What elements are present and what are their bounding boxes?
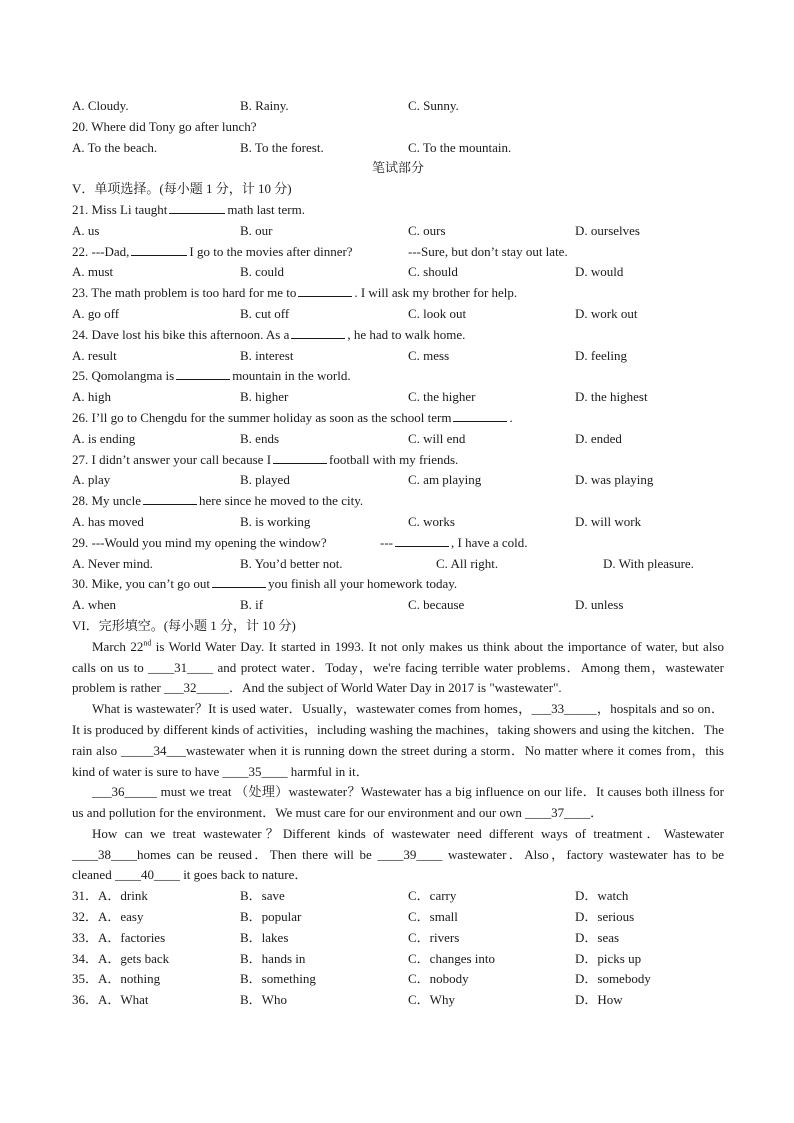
- question-text: 24. Dave lost his bike this afternoon. As a: [72, 326, 290, 342]
- question-25: [72, 366, 724, 387]
- question-text: 25. Qomolangma is: [72, 368, 175, 384]
- section-6-heading: VI．完形填空。(每小题 1 分，计 10 分): [72, 617, 296, 633]
- q36-options: [72, 990, 724, 1011]
- answer-blank[interactable]: [291, 325, 345, 339]
- answer-blank[interactable]: [143, 491, 197, 505]
- question-23: [72, 283, 724, 304]
- option-b[interactable]: B．Who: [240, 992, 287, 1008]
- option-b[interactable]: B. higher: [240, 389, 289, 405]
- q30-options: [72, 595, 724, 616]
- option-c[interactable]: C. will end: [408, 430, 466, 446]
- q20-options: [72, 138, 724, 159]
- option-d[interactable]: D. the highest: [575, 389, 648, 405]
- option-c[interactable]: C. should: [408, 264, 458, 280]
- option-c[interactable]: C. look out: [408, 305, 467, 321]
- ordinal-suffix: nd: [143, 638, 152, 648]
- question-30: [72, 574, 724, 595]
- option-c[interactable]: C. All right.: [436, 555, 499, 571]
- exam-page: [72, 96, 724, 1011]
- q35-options: [72, 969, 724, 990]
- question-text: 29. ---Would you mind my opening the window?: [72, 534, 327, 550]
- option-b[interactable]: B. played: [240, 472, 290, 488]
- question-text: .: [509, 409, 513, 425]
- question-text: 28. My uncle: [72, 493, 141, 509]
- question-text: 26. I’ll go to Chengdu for the summer holiday as soon as the school term: [72, 409, 452, 425]
- option-c[interactable]: C. works: [408, 513, 455, 529]
- option-a[interactable]: A. is ending: [72, 430, 136, 446]
- dash: ---: [380, 534, 393, 550]
- question-text: mountain in the world.: [232, 368, 351, 384]
- option-a[interactable]: 32．A．easy: [72, 909, 144, 925]
- q19-options: [72, 96, 724, 117]
- q34-options: [72, 949, 724, 970]
- question-text: . I will ask my brother for help.: [354, 285, 518, 301]
- q33-options: [72, 928, 724, 949]
- option-c[interactable]: C. To the mountain.: [408, 139, 512, 155]
- q23-options: [72, 304, 724, 325]
- option-d[interactable]: D. work out: [575, 305, 638, 321]
- option-c[interactable]: C．changes into: [408, 950, 496, 966]
- option-a[interactable]: A. us: [72, 222, 100, 238]
- option-d[interactable]: D. ourselves: [575, 222, 640, 238]
- option-a[interactable]: A. result: [72, 347, 117, 363]
- option-d[interactable]: D. would: [575, 264, 624, 280]
- passage-paragraph-3: ___36_____ must we treat （处理）wastewater？Wastewater has a big influence on our life．It causes both illness for us and pollution for the environment．We must care for our environment and our own ____37____．: [72, 784, 724, 821]
- option-d[interactable]: D．seas: [575, 929, 620, 945]
- option-b[interactable]: B．something: [240, 971, 316, 987]
- passage-text: is World Water Day. It started in 1993. It not only makes us think about the importance of water, but also calls on us to ____31____ and protect water．Today，we're facing terrible water problems．Among them，wastewater problem is rather ___32_____．And the subject of World Water Day in 2017 is "wastewater".: [72, 638, 724, 696]
- option-d[interactable]: D. With pleasure.: [603, 555, 694, 571]
- question-20: 20. Where did Tony go after lunch?: [72, 118, 257, 134]
- question-text: 21. Miss Li taught: [72, 201, 168, 217]
- option-d[interactable]: D．somebody: [575, 971, 651, 987]
- option-d[interactable]: D. will work: [575, 513, 642, 529]
- response-tail: , I have a cold.: [451, 534, 528, 550]
- answer-blank[interactable]: [395, 533, 449, 547]
- question-text: 27. I didn’t answer your call because I: [72, 451, 272, 467]
- response-text: ---Sure, but don’t stay out late.: [408, 243, 568, 259]
- option-a[interactable]: A. has moved: [72, 513, 144, 529]
- answer-blank[interactable]: [298, 283, 352, 297]
- question-text: , he had to walk home.: [347, 326, 466, 342]
- option-a[interactable]: A. Never mind.: [72, 555, 153, 571]
- option-b[interactable]: B. interest: [240, 347, 294, 363]
- option-c[interactable]: C．carry: [408, 888, 457, 904]
- answer-blank[interactable]: [273, 450, 327, 464]
- q26-options: [72, 429, 724, 450]
- option-a[interactable]: A. Cloudy.: [72, 98, 129, 113]
- option-c[interactable]: C. the higher: [408, 389, 476, 405]
- answer-blank[interactable]: [176, 366, 230, 380]
- option-a[interactable]: A. To the beach.: [72, 139, 158, 155]
- option-a[interactable]: 34．A．gets back: [72, 950, 170, 966]
- option-d[interactable]: D．picks up: [575, 950, 642, 966]
- option-b[interactable]: B. Rainy.: [240, 98, 289, 113]
- option-b[interactable]: B. could: [240, 264, 285, 280]
- option-b[interactable]: B. cut off: [240, 305, 290, 321]
- q25-options: [72, 387, 724, 408]
- option-a[interactable]: A. when: [72, 597, 117, 613]
- q24-options: [72, 346, 724, 367]
- option-d[interactable]: D．How: [575, 992, 623, 1008]
- option-d[interactable]: D. ended: [575, 430, 622, 446]
- response-text: [380, 533, 528, 554]
- option-c[interactable]: C．nobody: [408, 971, 469, 987]
- question-21: [72, 200, 724, 221]
- option-d[interactable]: D. feeling: [575, 347, 627, 363]
- option-b[interactable]: B. To the forest.: [240, 139, 324, 155]
- question-29: [72, 533, 724, 554]
- q31-options: [72, 886, 724, 907]
- option-b[interactable]: B. our: [240, 222, 273, 238]
- question-28: [72, 491, 724, 512]
- q22-options: [72, 262, 724, 283]
- q32-options: [72, 907, 724, 928]
- option-c[interactable]: C. am playing: [408, 472, 482, 488]
- option-a[interactable]: 31．A．drink: [72, 888, 148, 904]
- option-a[interactable]: A. play: [72, 472, 111, 488]
- question-text: you finish all your homework today.: [268, 576, 458, 592]
- option-c[interactable]: C．Why: [408, 992, 455, 1008]
- option-a[interactable]: 35．A．nothing: [72, 971, 161, 987]
- option-d[interactable]: D．serious: [575, 909, 635, 925]
- option-c[interactable]: C. because: [408, 597, 465, 613]
- option-c[interactable]: C．rivers: [408, 929, 460, 945]
- option-b[interactable]: B．lakes: [240, 929, 289, 945]
- question-text: math last term.: [227, 201, 305, 217]
- question-24: [72, 325, 724, 346]
- option-b[interactable]: B．hands in: [240, 950, 306, 966]
- q28-options: [72, 512, 724, 533]
- option-c[interactable]: C. mess: [408, 347, 450, 363]
- option-c[interactable]: C. ours: [408, 222, 446, 238]
- q29-options: [72, 554, 724, 575]
- q21-options: [72, 221, 724, 242]
- q27-options: [72, 470, 724, 491]
- cloze-passage: [72, 637, 724, 887]
- option-b[interactable]: B．save: [240, 888, 285, 904]
- passage-text: March 22: [92, 638, 144, 654]
- question-text: 30. Mike, you can’t go out: [72, 576, 211, 592]
- option-b[interactable]: B. ends: [240, 430, 279, 446]
- question-text: football with my friends.: [329, 451, 459, 467]
- option-c[interactable]: C. Sunny.: [408, 98, 459, 113]
- answer-blank[interactable]: [453, 408, 507, 422]
- option-a[interactable]: A. high: [72, 389, 111, 405]
- option-c[interactable]: C．small: [408, 909, 458, 925]
- question-26: [72, 408, 724, 429]
- cloze-options: [72, 886, 724, 1011]
- option-d[interactable]: D．watch: [575, 888, 629, 904]
- option-b[interactable]: B. if: [240, 597, 264, 613]
- answer-blank[interactable]: [212, 574, 266, 588]
- option-a[interactable]: A. go off: [72, 305, 120, 321]
- option-b[interactable]: B. You’d better not.: [240, 555, 343, 571]
- option-d[interactable]: D. was playing: [575, 472, 654, 488]
- passage-paragraph-4: How can we treat wastewater？Different kinds of wastewater need different ways of treatment．Wastewater ____38____homes can be reused．Then there will be ____39____ wastewater．Also，factory wastewater has to be cleaned ____40____ it goes back to nature．: [72, 825, 724, 883]
- question-text: I go to the movies after dinner?: [189, 243, 353, 259]
- passage-paragraph-2: What is wastewater？It is used water．Usually，wastewater comes from homes，___33_____，hospitals and so on．It is produced by different kinds of activities，including washing the machines，taking showers and using the kitchen．The rain also _____34___wastewater when it is running down the street during a storm．No matter where it comes from，this kind of water is sure to have ____35____ harmful in it．: [72, 701, 724, 779]
- passage-paragraph-1: [72, 637, 724, 699]
- option-a[interactable]: 33．A．factories: [72, 929, 166, 945]
- section-5-heading: V．单项选择。(每小题 1 分，计 10 分): [72, 181, 292, 197]
- option-a[interactable]: 36．A．What: [72, 992, 149, 1008]
- option-d[interactable]: D. unless: [575, 597, 624, 613]
- question-27: [72, 450, 724, 471]
- option-a[interactable]: A. must: [72, 264, 114, 280]
- question-22: [72, 242, 724, 263]
- question-text: here since he moved to the city.: [198, 493, 364, 509]
- written-part-title: 笔试部分: [371, 160, 424, 176]
- question-text: 22. ---Dad,: [72, 243, 130, 259]
- answer-blank[interactable]: [169, 200, 225, 214]
- question-text: 23. The math problem is too hard for me to: [72, 285, 297, 301]
- answer-blank[interactable]: [131, 242, 187, 256]
- option-b[interactable]: B．popular: [240, 909, 302, 925]
- option-b[interactable]: B. is working: [240, 513, 311, 529]
